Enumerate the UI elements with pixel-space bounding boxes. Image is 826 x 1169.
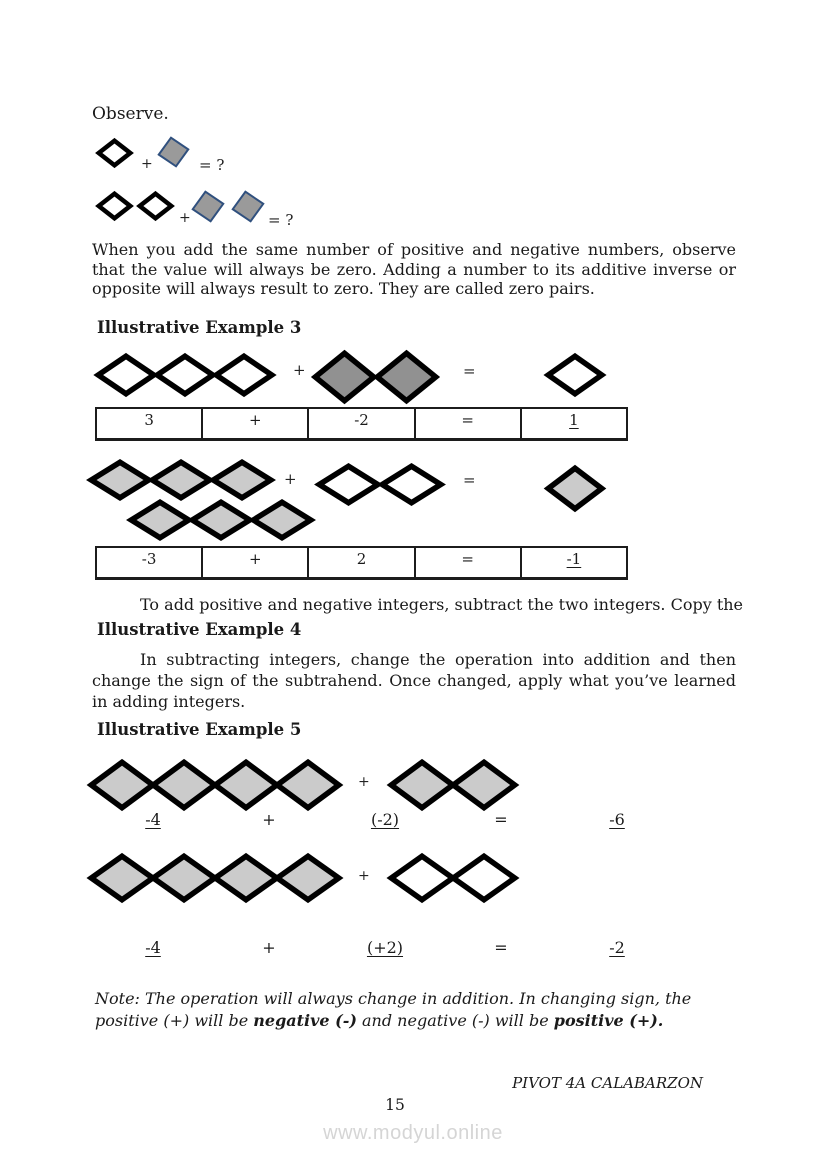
- plus-operator: +: [293, 361, 306, 379]
- observe-label: Observe.: [92, 104, 169, 124]
- plus-operator: +: [358, 774, 370, 790]
- example5-row2-labels: [95, 938, 675, 957]
- subtracting-paragraph: In subtracting integers, change the operation into addition and then change the sign of the subtrahend. Once changed, apply what you’ve learned in adding integers.: [92, 650, 736, 711]
- example3-row2-positive-diamonds: [316, 463, 444, 506]
- result-label: -6: [609, 810, 625, 829]
- diamond-icon: [212, 853, 280, 903]
- table-cell: -2: [307, 409, 413, 438]
- diamond-icon: [191, 190, 225, 223]
- example3-row1-positive-diamonds: [95, 353, 275, 397]
- diamond-icon: [231, 190, 265, 223]
- plus-operator: +: [284, 470, 297, 488]
- example3-row2-negative-diamonds-bottom: [128, 499, 314, 541]
- table-cell: [520, 409, 626, 438]
- note-text: Note: The operation will always change in addition. In changing sign, the positive (+) will be: [95, 989, 692, 1030]
- equals-operator: =: [494, 810, 508, 829]
- diamond-icon: [388, 759, 456, 811]
- observe-row1-gray-diamonds: [157, 136, 190, 168]
- diamond-icon: [150, 759, 218, 811]
- example3-heading: Illustrative Example 3: [97, 318, 302, 337]
- diamond-icon: [274, 759, 342, 811]
- diamond-icon: [95, 353, 157, 397]
- table-result: -1: [566, 550, 582, 568]
- diamond-icon: [450, 759, 518, 811]
- example3-row2-negative-diamonds-top: [88, 459, 274, 501]
- observe-row1-white-diamonds: [96, 138, 133, 168]
- diamond-icon: [88, 759, 156, 811]
- example3-row1-result-diamond: [545, 353, 605, 397]
- diamond-icon: [150, 853, 218, 903]
- diamond-icon: [379, 463, 444, 506]
- example5-row2-negative-diamonds: [88, 853, 342, 903]
- plus-operator: +: [358, 868, 370, 884]
- zero-pairs-paragraph: When you add the same number of positive and negative numbers, observe that the value will always be zero. Adding a number to its additive inverse or opposite will always result to zero. They are called zero pairs.: [92, 240, 736, 298]
- observe-row2-white-diamonds: [96, 191, 174, 221]
- example4-heading: Illustrative Example 4: [97, 620, 302, 639]
- plus-operator: +: [141, 156, 153, 172]
- table-cell: =: [414, 409, 520, 438]
- table-cell: [520, 548, 626, 577]
- note-bold-negative: negative (-): [253, 1011, 357, 1030]
- example3-row2-result-diamond: [545, 465, 605, 512]
- example5-heading: Illustrative Example 5: [97, 720, 302, 739]
- note-bold-positive: positive (+).: [553, 1011, 664, 1030]
- diamond-icon: [450, 853, 518, 903]
- note-paragraph: [95, 988, 731, 1032]
- note-text: and negative (-) will be: [356, 1011, 554, 1030]
- diamond-icon: [274, 853, 342, 903]
- plus-operator: +: [262, 938, 276, 957]
- diamond-icon: [137, 191, 174, 221]
- operand-label: -4: [145, 938, 161, 957]
- observe-row2-gray-diamonds: [191, 190, 265, 223]
- diamond-icon: [96, 191, 133, 221]
- operand-label: (-2): [370, 810, 400, 829]
- operand-label: (+2): [366, 938, 404, 957]
- result-label: -2: [609, 938, 625, 957]
- table-cell: +: [201, 409, 307, 438]
- equals-question: = ?: [268, 211, 294, 229]
- addition-table-1: [95, 407, 628, 441]
- diamond-icon: [210, 459, 274, 501]
- diamond-icon: [88, 459, 152, 501]
- example5-row1-negative-diamonds: [88, 759, 342, 811]
- watermark: www.modyul.online: [323, 1122, 503, 1144]
- diamond-icon: [88, 853, 156, 903]
- page-number: 15: [385, 1096, 405, 1114]
- diamond-icon: [545, 353, 605, 397]
- example3-row1-negative-diamonds: [312, 350, 439, 404]
- diamond-icon: [149, 459, 213, 501]
- table-cell: 3: [144, 411, 154, 429]
- operand-label: -4: [145, 810, 161, 829]
- equals-question: = ?: [199, 156, 225, 174]
- footer-brand: PIVOT 4A CALABARZON: [512, 1074, 703, 1092]
- diamond-icon: [128, 499, 192, 541]
- diamond-icon: [213, 353, 275, 397]
- table-cell: -3: [141, 550, 157, 568]
- example5-row1-addend-diamonds: [388, 759, 518, 811]
- diamond-icon: [545, 465, 605, 512]
- equals-operator: =: [463, 362, 476, 380]
- equals-operator: =: [494, 938, 508, 957]
- addition-table-2: [95, 546, 628, 580]
- diamond-icon: [250, 499, 314, 541]
- diamond-icon: [212, 759, 280, 811]
- diamond-icon: [157, 136, 190, 168]
- diamond-icon: [374, 350, 439, 404]
- table-cell: +: [201, 548, 307, 577]
- table-result: 1: [569, 411, 579, 429]
- plus-operator: +: [179, 210, 191, 226]
- example5-row2-addend-diamonds: [388, 853, 518, 903]
- table-cell: =: [414, 548, 520, 577]
- diamond-icon: [388, 853, 456, 903]
- diamond-icon: [189, 499, 253, 541]
- diamond-icon: [312, 350, 377, 404]
- diamond-icon: [316, 463, 381, 506]
- example5-row1-labels: [95, 810, 675, 829]
- diamond-icon: [96, 138, 133, 168]
- table-cell: 2: [307, 548, 413, 577]
- copy-instruction-line: To add positive and negative integers, subtract the two integers. Copy the: [140, 595, 744, 614]
- diamond-icon: [154, 353, 216, 397]
- plus-operator: +: [262, 810, 276, 829]
- equals-operator: =: [463, 471, 476, 489]
